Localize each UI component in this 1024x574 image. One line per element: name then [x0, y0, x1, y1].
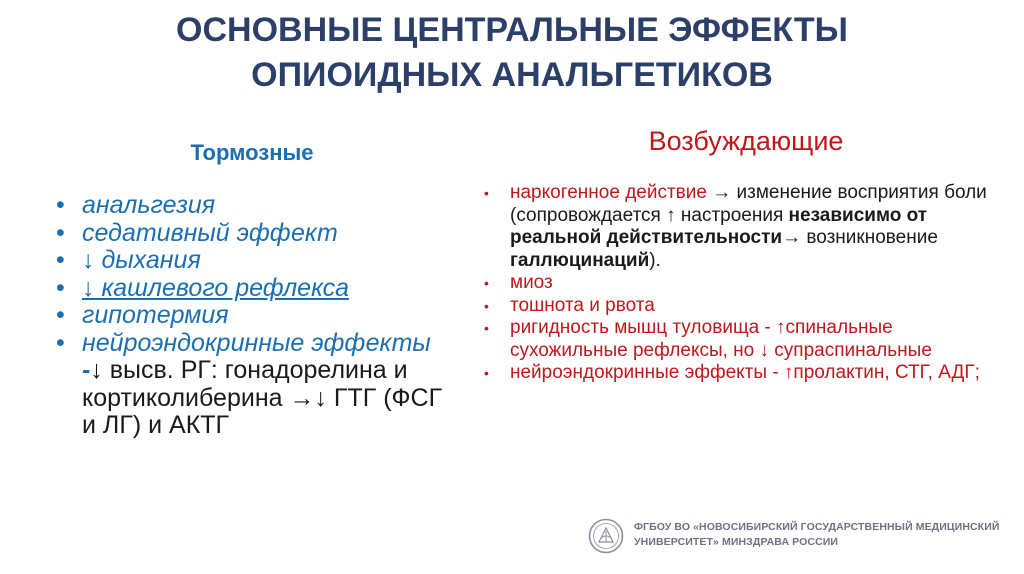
university-name-line-2: УНИВЕРСИТЕТ» МИНЗДРАВА РОССИИ [634, 536, 839, 548]
title-line-1: ОСНОВНЫЕ ЦЕНТРАЛЬНЫЕ ЭФФЕКТЫ [176, 11, 848, 49]
excitatory-effects-list [484, 182, 994, 385]
list-item [484, 182, 994, 272]
item-text: нейроэндокринные эффекты [82, 328, 431, 357]
item-text: седативный эффект [82, 218, 338, 247]
item-dash: - [82, 356, 91, 384]
university-seal-icon [588, 518, 624, 554]
bullet: • [56, 301, 65, 329]
bullet: • [484, 275, 489, 291]
item-text-dark: ). [649, 249, 661, 271]
list-item [484, 295, 994, 318]
bullet: • [56, 191, 65, 219]
list-item [56, 302, 456, 330]
item-text-rest: ↓ высв. РГ: гонадорелина и кортиколиберина →↓ ГТГ (ФСГ и ЛГ) и АКТГ [82, 356, 443, 439]
bullet: • [56, 273, 65, 302]
item-text: ↓ дыхания [82, 246, 201, 274]
bullet: • [484, 297, 489, 314]
title-line-2: ОПИОИДНЫХ АНАЛЬГЕТИКОВ [251, 56, 773, 94]
item-text: ригидность мышц туловища - ↑спинальные сухожильные рефлексы, но ↓ супраспинальные [510, 317, 932, 361]
item-text: наркогенное действие [510, 182, 707, 203]
university-name-line-1: ФГБОУ ВО «НОВОСИБИРСКИЙ ГОСУДАРСТВЕННЫЙ МЕДИЦИНСКИЙ [634, 521, 1000, 533]
bullet: • [484, 320, 489, 336]
list-item [56, 220, 456, 248]
inhibitory-heading: Тормозные [190, 140, 314, 165]
inhibitory-effects-list [56, 192, 456, 440]
list-item [484, 272, 994, 295]
item-text: миоз [510, 272, 553, 293]
list-item [56, 192, 456, 220]
page-title [0, 8, 1024, 98]
item-text: нейроэндокринные эффекты - ↑пролактин, СТГ, АДГ; [510, 362, 980, 383]
list-item [484, 317, 994, 362]
excitatory-heading: Возбуждающие [648, 126, 844, 156]
item-text-dark: → изменение восприятия боли (сопровождается ↑ настроения [510, 182, 987, 226]
bullet: • [56, 246, 65, 274]
list-item [484, 362, 994, 385]
bullet: • [484, 185, 489, 201]
university-name [634, 520, 1014, 550]
item-text-bold: независимо от реальной действительности [510, 204, 928, 248]
bullet: • [484, 365, 489, 381]
item-text: анальгезия [82, 191, 216, 219]
list-item [56, 330, 456, 440]
bullet: • [56, 218, 65, 247]
item-text-dark: → возникновение [782, 227, 938, 248]
bullet: • [56, 328, 65, 357]
item-text: гипотермия [82, 301, 229, 329]
list-item [56, 247, 456, 275]
item-text: тошнота и рвота [510, 294, 655, 316]
item-text-link[interactable]: ↓ кашлевого рефлекса [82, 273, 350, 302]
item-text-bold: галлюцинаций [510, 249, 650, 271]
list-item [56, 275, 456, 303]
university-footer [588, 518, 1008, 556]
